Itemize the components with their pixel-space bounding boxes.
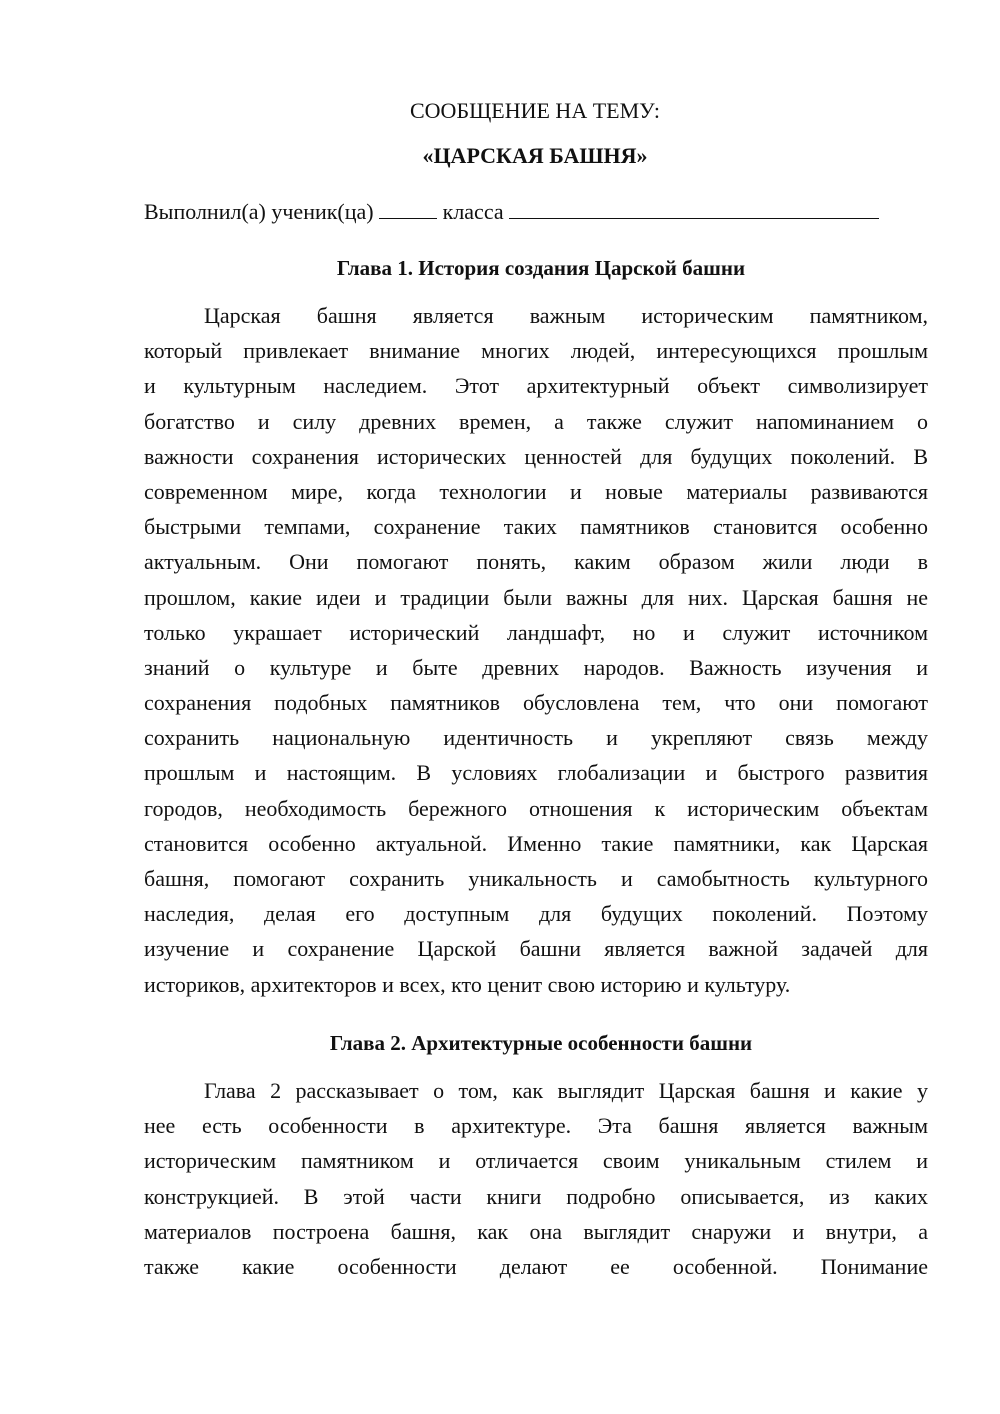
paragraph-line: богатство и силу древних времен, а также служит напоминанием о [144,408,928,434]
paragraph-line: также какие особенности делают ее особенной. Понимание [144,1253,928,1279]
paragraph-line: который привлекает внимание многих людей, интересующихся прошлым [144,338,928,364]
paragraph-line: прошлым и настоящим. В условиях глобализации и быстрого развития [144,760,928,786]
paragraph-line: Глава 2 рассказывает о том, как выглядит Царская башня и какие у [204,1078,928,1103]
chapter-2-heading: Глава 2. Архитектурные особенности башни [329,1031,753,1055]
paragraph-line: историческим памятником и отличается своим уникальным стилем и [144,1148,928,1174]
paragraph-line: становится особенно актуальной. Именно такие памятники, как Царская [144,830,928,856]
paragraph-line: важности сохранения исторических ценностей для будущих поколений. В [144,443,928,469]
paragraph-line: современном мире, когда технологии и новые материалы развиваются [144,478,928,504]
paragraph-line: нее есть особенности в архитектуре. Эта башня является важным [144,1113,928,1139]
class-number-blank [379,198,437,219]
title-line-1: СООБЩЕНИЕ НА ТЕМУ: [410,98,660,123]
paragraph-line: только украшает исторический ландшафт, но и служит источником [144,619,928,645]
paragraph-line: материалов построена башня, как она выглядит снаружи и внутри, а [144,1218,928,1244]
paragraph-line: сохранения подобных памятников обусловлена тем, что они помогают [144,690,928,716]
chapter-2-paragraph [144,1073,928,1284]
title-line-2: «ЦАРСКАЯ БАШНЯ» [422,143,648,168]
paragraph-line: и культурным наследием. Этот архитектурный объект символизирует [144,373,928,399]
chapter-1-heading: Глава 1. История создания Царской башни [336,256,746,280]
author-prefix: Выполнил(а) ученик(ца) [144,199,374,224]
paragraph-line: башня, помогают сохранить уникальность и самобытность культурного [144,866,928,891]
paragraph-line: сохранить национальную идентичность и укрепляют связь между [144,725,928,751]
chapter-1-paragraph [144,298,928,1002]
paragraph-line: конструкцией. В этой части книги подробно описывается, из каких [144,1183,928,1209]
paragraph-line: быстрыми темпами, сохранение таких памятников становится особенно [144,514,928,540]
author-line [144,198,934,226]
paragraph-line: наследия, делая его доступным для будущих поколений. Поэтому [144,901,928,927]
paragraph-line: актуальным. Они помогают понять, каким образом жили люди в [144,549,928,575]
author-middle: класса [442,199,504,224]
paragraph-line: знаний о культуре и быте древних народов. Важность изучения и [144,654,928,680]
paragraph-line: историков, архитекторов и всех, кто ценит свою историю и культуру. [144,971,791,997]
paragraph-line: прошлом, какие идеи и традиции были важны для них. Царская башня не [144,584,928,610]
paragraph-line: изучение и сохранение Царской башни является важной задачей для [144,936,928,962]
student-name-blank [509,198,879,219]
paragraph-line: Царская башня является важным историческим памятником, [204,303,928,328]
paragraph-line: городов, необходимость бережного отношения к историческим объектам [144,795,928,821]
